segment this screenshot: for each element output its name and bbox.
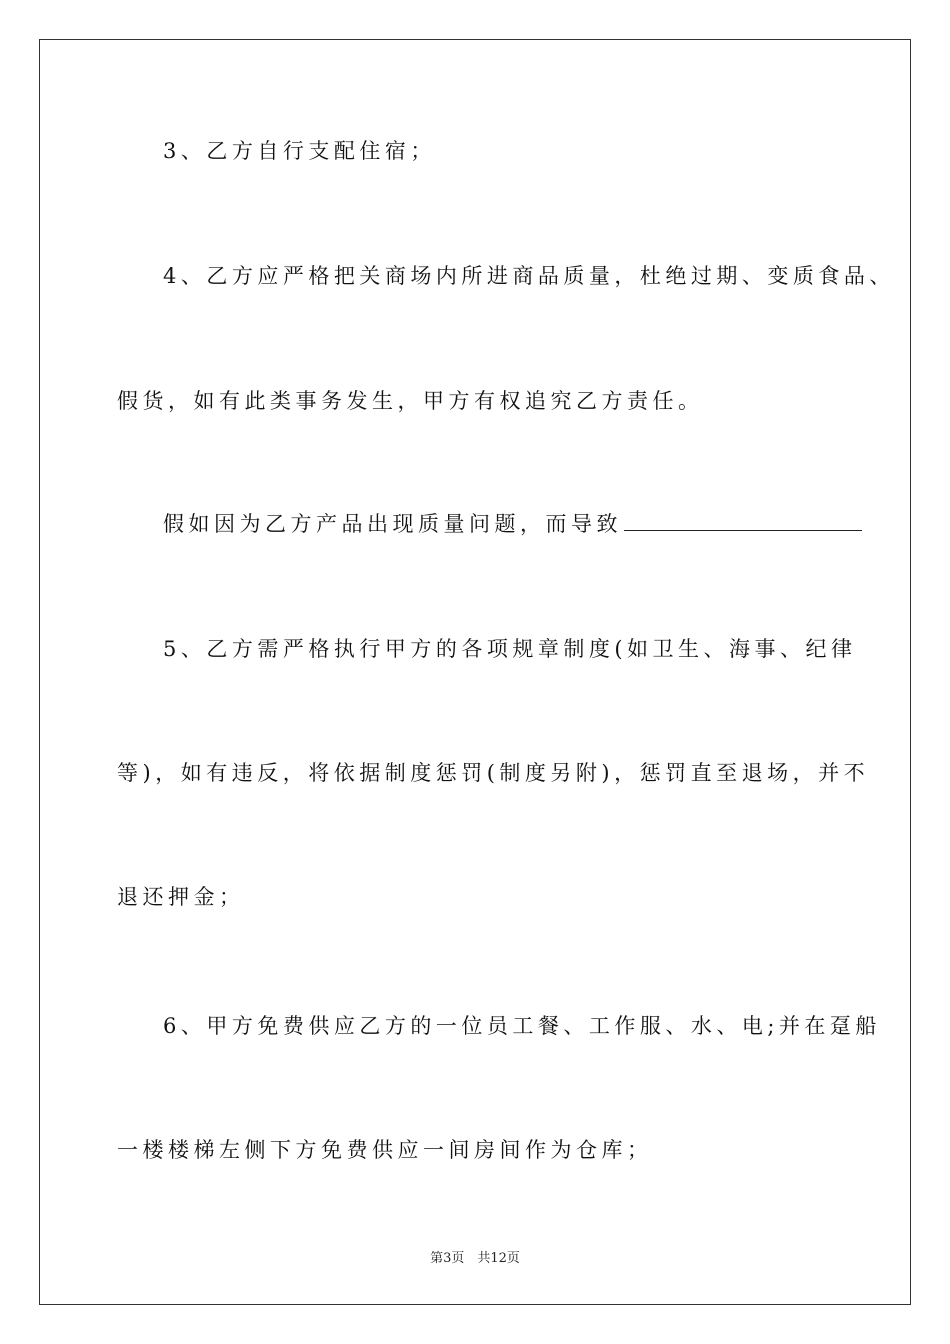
paragraph-item-5-line-2: 等)，如有违反，将依据制度惩罚(制度另附)，惩罚直至退场，并不 [117, 761, 870, 785]
paragraph-item-5-line-3: 退还押金； [117, 885, 245, 909]
total-pages-number: 12 [490, 1251, 507, 1266]
page-footer [0, 1247, 950, 1266]
paragraph-item-4-line-2: 假货，如有此类事务发生，甲方有权追究乙方责任。 [117, 389, 704, 413]
paragraph-item-3: 3、乙方自行支配住宿； [163, 139, 436, 163]
paragraph-item-6-line-2: 一楼楼梯左侧下方免费供应一间房间作为仓库； [117, 1138, 653, 1162]
page-border [39, 39, 911, 1305]
quality-clause-text: 假如因为乙方产品出现质量问题，而导致 [163, 512, 622, 536]
current-page-number: 3 [443, 1251, 452, 1266]
footer-middle: 页 共 [451, 1251, 491, 1266]
paragraph-item-6-line-1: 6、甲方免费供应乙方的一位员工餐、工作服、水、电;并在趸船 [163, 1014, 881, 1038]
paragraph-item-5-line-1: 5、乙方需严格执行甲方的各项规章制度(如卫生、海事、纪律 [163, 637, 857, 661]
fill-in-blank [624, 510, 862, 531]
footer-prefix: 第 [430, 1251, 444, 1266]
paragraph-item-4-line-1: 4、乙方应严格把关商场内所进商品质量，杜绝过期、变质食品、 [163, 264, 895, 288]
quality-clause-line [163, 510, 862, 538]
footer-suffix: 页 [506, 1251, 520, 1266]
